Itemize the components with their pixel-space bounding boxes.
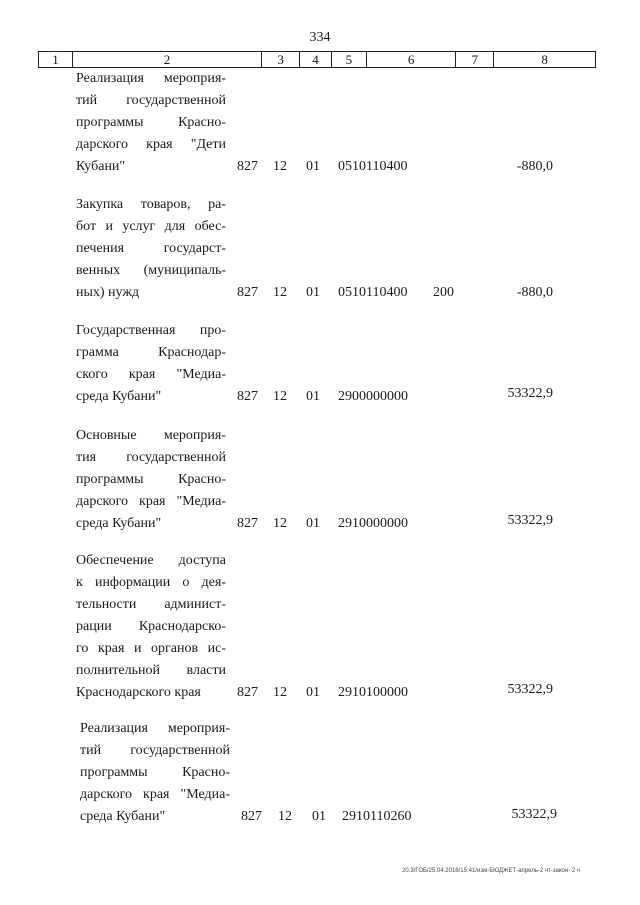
description-line: венных (муниципаль- (76, 263, 226, 278)
description-line: среда Кубани" (76, 516, 162, 531)
cell-amount: 53322,9 (507, 513, 553, 528)
description-line: среда Кубани" (76, 389, 162, 404)
description-line: печения государст- (76, 241, 226, 256)
cell-section: 12 (273, 516, 287, 531)
cell-subsection: 01 (306, 159, 320, 174)
cell-expense-type: 200 (433, 285, 454, 300)
description-line: рации Краснодарско- (76, 619, 226, 634)
description-line: тельности админист- (76, 597, 226, 612)
description-line: ского края "Медиа- (76, 367, 226, 382)
cell-ministry-code: 827 (241, 809, 262, 824)
description-line: тий государственной (80, 743, 230, 758)
description-line: Реализация мероприя- (76, 71, 226, 86)
description-line: Основные мероприя- (76, 428, 226, 443)
description-line: грамма Краснодар- (76, 345, 226, 360)
cell-amount: 53322,9 (507, 682, 553, 697)
cell-ministry-code: 827 (237, 389, 258, 404)
cell-subsection: 01 (306, 285, 320, 300)
row-description (76, 320, 226, 408)
description-line: бот и услуг для обес- (76, 219, 226, 234)
description-line: Государственная про- (76, 323, 226, 338)
row-description (76, 194, 226, 304)
description-line: тий государственной (76, 93, 226, 108)
description-line: программы Красно- (80, 765, 230, 780)
cell-target-article: 2910100000 (338, 685, 408, 700)
description-line: к информации о дея- (76, 575, 226, 590)
description-line: программы Красно- (76, 115, 226, 130)
description-line: дарского края "Дети (76, 137, 226, 152)
cell-subsection: 01 (306, 685, 320, 700)
cell-target-article: 0510110400 (338, 285, 408, 300)
table-header (38, 51, 596, 68)
description-line: Обеспечение доступа (76, 553, 226, 568)
cell-target-article: 2910110260 (342, 809, 412, 824)
column-header-3: 3 (262, 52, 300, 67)
cell-amount: 53322,9 (507, 386, 553, 401)
column-header-2: 2 (73, 52, 262, 67)
description-line: го края и органов ис- (76, 641, 226, 656)
cell-target-article: 2910000000 (338, 516, 408, 531)
cell-target-article: 0510110400 (338, 159, 408, 174)
document-footer: 20.3/ГОБ/25.04.2016/15:41/изм-БЮДЖЕТ-апрель-2 чт-закон- 2 ч (402, 868, 580, 874)
column-header-7: 7 (456, 52, 494, 67)
column-header-5: 5 (332, 52, 367, 67)
description-line: среда Кубани" (80, 809, 166, 824)
cell-ministry-code: 827 (237, 516, 258, 531)
cell-section: 12 (273, 159, 287, 174)
cell-section: 12 (278, 809, 292, 824)
description-line: ных) нужд (76, 285, 140, 300)
cell-ministry-code: 827 (237, 285, 258, 300)
row-description (76, 68, 226, 178)
description-line: дарского края "Медиа- (80, 787, 230, 802)
cell-subsection: 01 (306, 389, 320, 404)
cell-section: 12 (273, 685, 287, 700)
description-line: Краснодарского края (76, 685, 201, 700)
page-number: 334 (309, 30, 331, 45)
description-line: тия государственной (76, 450, 226, 465)
cell-ministry-code: 827 (237, 159, 258, 174)
description-line: полнительной власти (76, 663, 226, 678)
cell-subsection: 01 (306, 516, 320, 531)
description-line: Кубани" (76, 159, 126, 174)
row-description (80, 718, 230, 828)
cell-subsection: 01 (312, 809, 326, 824)
row-description (76, 425, 226, 535)
cell-target-article: 2900000000 (338, 389, 408, 404)
cell-amount: 53322,9 (511, 807, 557, 822)
cell-ministry-code: 827 (237, 685, 258, 700)
description-line: программы Красно- (76, 472, 226, 487)
cell-section: 12 (273, 285, 287, 300)
cell-amount: -880,0 (516, 159, 553, 174)
row-description (76, 550, 226, 704)
column-header-6: 6 (367, 52, 457, 67)
column-header-1: 1 (39, 52, 73, 67)
description-line: дарского края "Медиа- (76, 494, 226, 509)
column-header-4: 4 (300, 52, 332, 67)
column-header-8: 8 (541, 51, 548, 67)
cell-section: 12 (273, 389, 287, 404)
cell-amount: -880,0 (516, 285, 553, 300)
description-line: Закупка товаров, ра- (76, 197, 226, 212)
description-line: Реализация мероприя- (80, 721, 230, 736)
